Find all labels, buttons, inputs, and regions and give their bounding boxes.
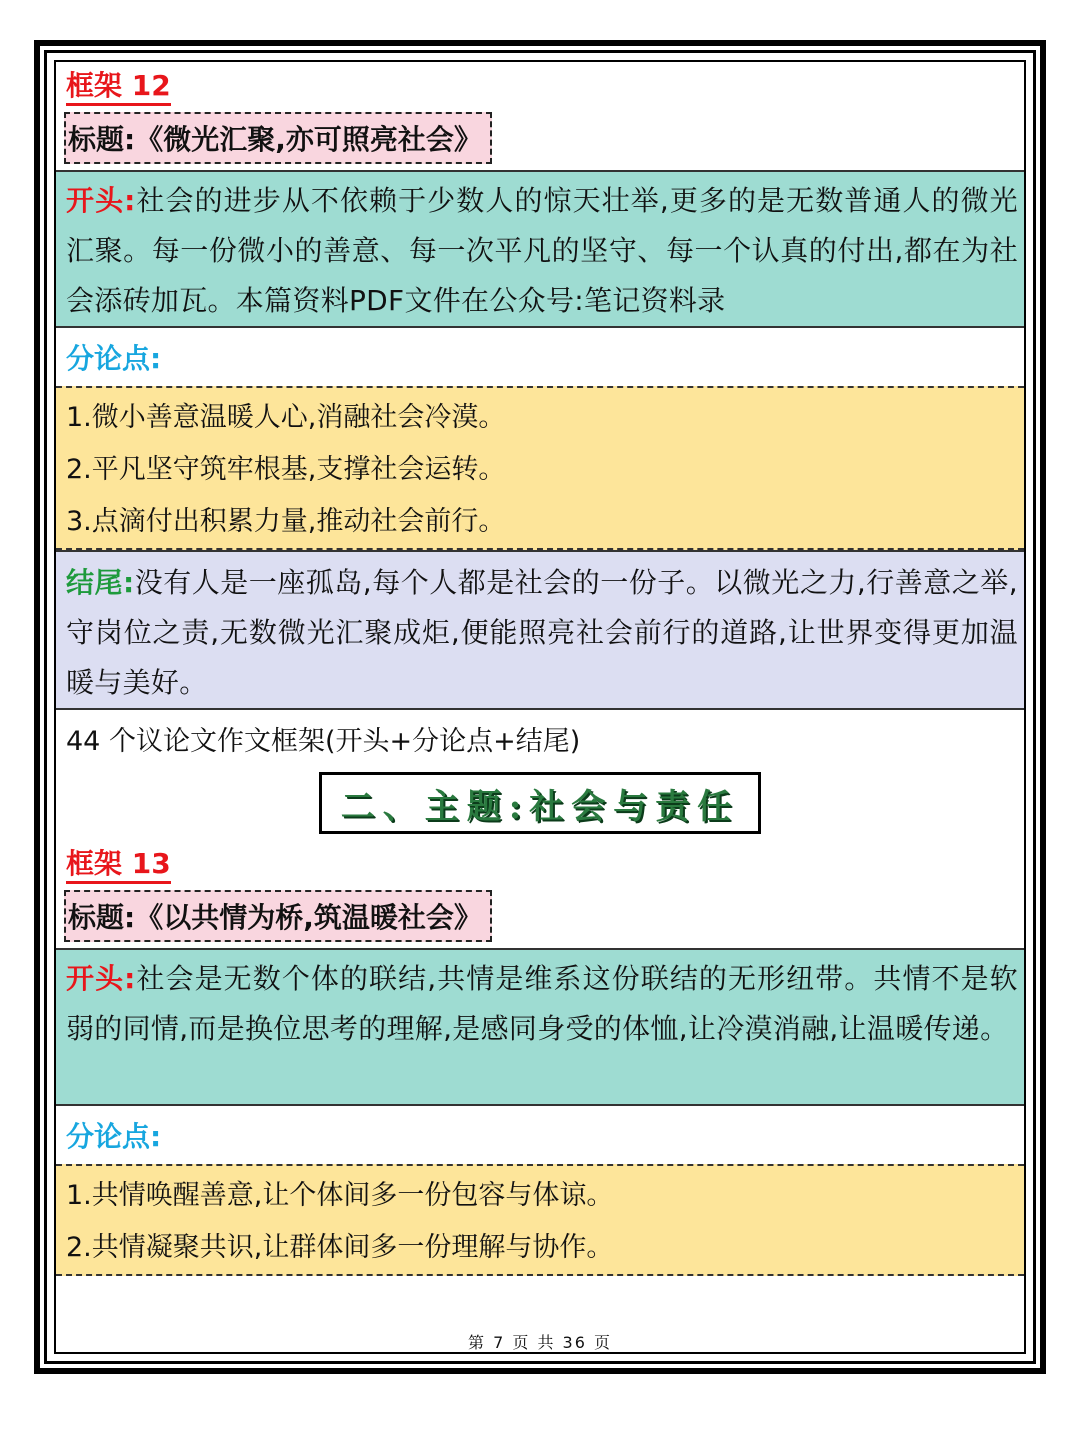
- list-item: 1.共情唤醒善意,让个体间多一份包容与体谅。: [66, 1180, 614, 1211]
- frame-13-points: [56, 1164, 1024, 1276]
- opening-text: 社会是无数个体的联结,共情是维系这份联结的无形纽带。共情不是软弱的同情,而是换位思考的理解,是感同身受的体恤,让冷漠消融,让温暖传递。: [66, 962, 1018, 1045]
- ending-text: 没有人是一座孤岛,每个人都是社会的一份子。以微光之力,行善意之举,守岗位之责,无数微光汇聚成炬,便能照亮社会前行的道路,让世界变得更加温暖与美好。: [66, 566, 1018, 699]
- opening-lead: 开头:: [66, 184, 136, 217]
- list-item: 1.微小善意温暖人心,消融社会冷漠。: [66, 402, 506, 433]
- page-content: [56, 62, 1024, 1276]
- frame-12-opening-paragraph: [66, 176, 1018, 326]
- theme-title: 二、主题:社会与责任: [319, 772, 761, 834]
- frame-13-opening-paragraph: [66, 954, 1018, 1054]
- opening-text: 社会的进步从不依赖于少数人的惊天壮举,更多的是无数普通人的微光汇聚。每一份微小的善意、每一次平凡的坚守、每一个认真的付出,都在为社会添砖加瓦。本篇资料PDF文件在公众号:笔记资料录: [66, 184, 1018, 317]
- frame-13-title: 标题:《以共情为桥,筑温暖社会》: [64, 890, 492, 942]
- list-item: 2.平凡坚守筑牢根基,支撑社会运转。: [66, 454, 506, 485]
- frame-12-ending: [56, 550, 1024, 710]
- document-header-line: 44 个议论文作文框架(开头+分论点+结尾): [66, 725, 581, 757]
- list-item: 3.点滴付出积累力量,推动社会前行。: [66, 506, 506, 537]
- frame-12-points-label: 分论点:: [66, 342, 162, 375]
- list-item: 2.共情凝聚共识,让群体间多一份理解与协作。: [66, 1232, 614, 1263]
- frame-12-title: 标题:《微光汇聚,亦可照亮社会》: [64, 112, 492, 164]
- frame-13-opening: [56, 948, 1024, 1106]
- frame-12-title-row: [56, 106, 1024, 170]
- frame-12-points: [56, 386, 1024, 550]
- theme-title-wrap: [56, 766, 1024, 840]
- frame-13-points-label: 分论点:: [66, 1120, 162, 1153]
- frame-12-ending-paragraph: [66, 558, 1018, 708]
- frame-13-label: 框架 13: [56, 840, 1024, 884]
- ending-lead: 结尾:: [66, 566, 135, 599]
- frame-13-title-row: [56, 884, 1024, 948]
- frame-12-opening: [56, 170, 1024, 328]
- page-footer: 第 7 页 共 36 页: [468, 1333, 612, 1352]
- frame-12-label: 框架 12: [56, 62, 1024, 106]
- opening-lead: 开头:: [66, 962, 136, 995]
